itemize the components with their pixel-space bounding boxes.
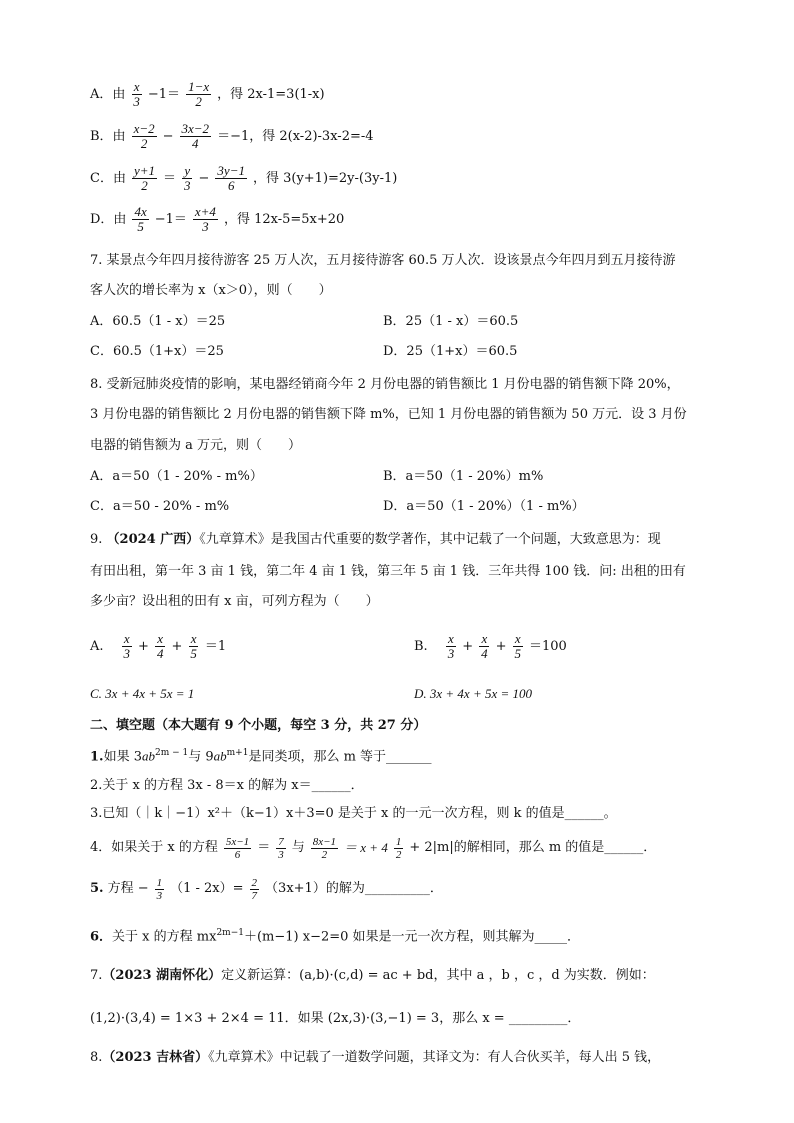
q6-option-c: C．由 $\frac{y+1}{2}$ ＝ $\frac{y}{3}$ − $\frac{3y-1}{6}$ ，得 3(y+1)=2y-(3y-1): [90, 163, 398, 194]
fraction: $\frac{x}{3}$: [133, 79, 140, 110]
q7-option-d: D．25（1+x）＝60.5: [383, 344, 518, 359]
q9-stem-line2: 有田出租，第一年 3 亩 1 钱，第二年 4 亩 1 钱，第三年 5 亩 1 钱．三年共得 100 钱．问: 出租的田有: [90, 564, 686, 579]
fraction: $\frac{1-x}{2}$: [188, 79, 210, 110]
fraction: $\frac{8x-1}{2}$: [312, 836, 337, 862]
q9-stem-line1: 9. （2024 广西）《九章算术》是我国古代重要的数学著作，其中记载了一个问题，大致意思为：现: [90, 532, 661, 547]
q8-option-b: B．a＝50（1 - 20%）m%: [383, 469, 544, 484]
section-title: 二、填空题（本大题有 9 个小题，每空 3 分，共 27 分）: [90, 718, 427, 733]
q6-option-b: B．由 $\frac{x-2}{2}$ − $\frac{3x-2}{4}$ ＝−1，得 2(x-2)-3x-2=-4: [90, 121, 374, 152]
q9-option-c: C. 3x + 4x + 5x = 1: [90, 686, 195, 701]
fill-q2: 2.关于 x 的方程 3x - 8＝x 的解为 x＝______．: [90, 778, 364, 793]
q8-stem-line3: 电器的销售额为 a 万元，则（ ）: [90, 438, 302, 453]
q9-stem-line3: 多少亩？设出租的田有 x 亩，可列方程为（ ）: [90, 594, 379, 609]
fraction: $\frac{3y-1}{6}$: [217, 163, 245, 194]
question-source: （2024 广西）: [106, 532, 200, 547]
fill-q1: 1.如果 $3ab^{2m - 1}$与 $9ab^{m+1}$是同类项，那么 m 等于_______: [90, 748, 432, 765]
fraction: $\frac{1}{3}$: [156, 877, 163, 903]
fraction: $\frac{4x}{5}$: [134, 204, 147, 235]
q8-option-c: C．a＝50 - 20% - m%: [90, 499, 230, 514]
fraction: $\frac{1}{2}$: [395, 836, 402, 862]
fraction: $\frac{x}{4}$: [481, 631, 488, 662]
q6-option-a: A．由 $\frac{x}{3}$ −1＝ $\frac{1-x}{2}$ ，得 2x-1=3(1-x): [90, 79, 325, 110]
fill-q8-line1: 8.（2023 吉林省）《九章算术》中记载了一道数学问题，其译文为：有人合伙买羊，每人出 5 钱，: [90, 1050, 661, 1065]
fraction: $\frac{2}{7}$: [251, 877, 258, 903]
fraction: $\frac{3x-2}{4}$: [181, 121, 210, 152]
q7-stem-line1: 7. 某景点今年四月接待游客 25 万人次，五月接待游客 60.5 万人次．设该景点今年四月到五月接待游: [90, 253, 676, 268]
fraction: $\frac{x}{3}$: [447, 631, 455, 662]
question-source: （2023 湖南怀化）: [102, 968, 222, 983]
q7-stem-line2: 客人次的增长率为 x（x＞0），则（ ）: [90, 283, 332, 298]
fraction: $\frac{7}{3}$: [278, 836, 284, 862]
q8-option-d: D．a＝50（1 - 20%）（1 - m%）: [383, 499, 585, 514]
fraction: $\frac{x}{3}$: [123, 631, 131, 662]
fraction: $\frac{5x-1}{6}$: [225, 836, 250, 862]
fraction: $\frac{x}{5}$: [190, 631, 197, 662]
q7-option-b: B．25（1 - x）＝60.5: [383, 314, 519, 329]
q8-option-a: A．a＝50（1 - 20% - m%）: [90, 469, 263, 484]
fraction: $\frac{y+1}{2}$: [133, 163, 155, 194]
q8-stem-line2: 3 月份电器的销售额比 2 月份电器的销售额下降 m%，已知 1 月份电器的销售额为 50 万元．设 3 月份: [90, 407, 687, 422]
fill-q7-line1: 7.（2023 湖南怀化）定义新运算：(a,b)·(c,d) = ac + bd，其中 a ，b ，c ，d 为实数．例如：: [90, 968, 655, 983]
fraction: $\frac{y}{3}$: [184, 163, 191, 194]
fill-q5: 5. 方程 − $\frac{1}{3}$ （1 - 2x）= $\frac{2}{7}$ （3x+1）的解为__________．: [90, 877, 443, 903]
fill-q4: 4．如果关于 x 的方程 $\frac{5x-1}{6}$ ＝ $\frac{7}{3}$ 与 $\frac{8x-1}{2}$ ＝ x + 4 $\frac{1}{2}$ + 2|m|的解相同，那么 m 的值是______．: [90, 836, 657, 862]
q6-option-d: D．由 $\frac{4x}{5}$ −1＝ $\frac{x+4}{3}$ ，得 12x-5=5x+20: [90, 204, 345, 235]
q9-option-b: B. $\frac{x}{3}$ + $\frac{x}{4}$ + $\frac{x}{5}$ ＝100: [414, 631, 567, 662]
question-source: （2023 吉林省）: [102, 1050, 209, 1065]
fill-q3: 3.已知（｜k｜−1）x²＋（k−1）x＋3=0 是关于 x 的一元一次方程，则 k 的值是______。: [90, 806, 617, 821]
fraction: $\frac{x-2}{2}$: [133, 121, 155, 152]
fill-q7-line2: (1,2)·(3,4) = 1×3 + 2×4 = 11．如果 (2x,3)·(3,−1) = 3，那么 x = _________．: [90, 1011, 581, 1026]
fraction: $\frac{x}{5}$: [514, 631, 521, 662]
fraction: $\frac{x}{4}$: [156, 631, 164, 662]
q9-option-d: D. 3x + 4x + 5x = 100: [414, 686, 533, 701]
q7-option-c: C．60.5（1+x）＝25: [90, 344, 224, 359]
q9-option-a: A. $\frac{x}{3}$ + $\frac{x}{4}$ + $\frac{x}{5}$ ＝1: [90, 631, 227, 662]
fraction: $\frac{x+4}{3}$: [194, 204, 216, 235]
fill-q6: 6．关于 x 的方程 $mx^{2m-1}+(m-1)$ x−2=0 如果是一元一次方程，则其解为_____．: [90, 928, 581, 945]
q7-option-a: A．60.5（1 - x）＝25: [90, 314, 226, 329]
q8-stem-line1: 8. 受新冠肺炎疫情的影响，某电器经销商今年 2 月份电器的销售额比 1 月份电器的销售额下降 20%，: [90, 377, 680, 392]
